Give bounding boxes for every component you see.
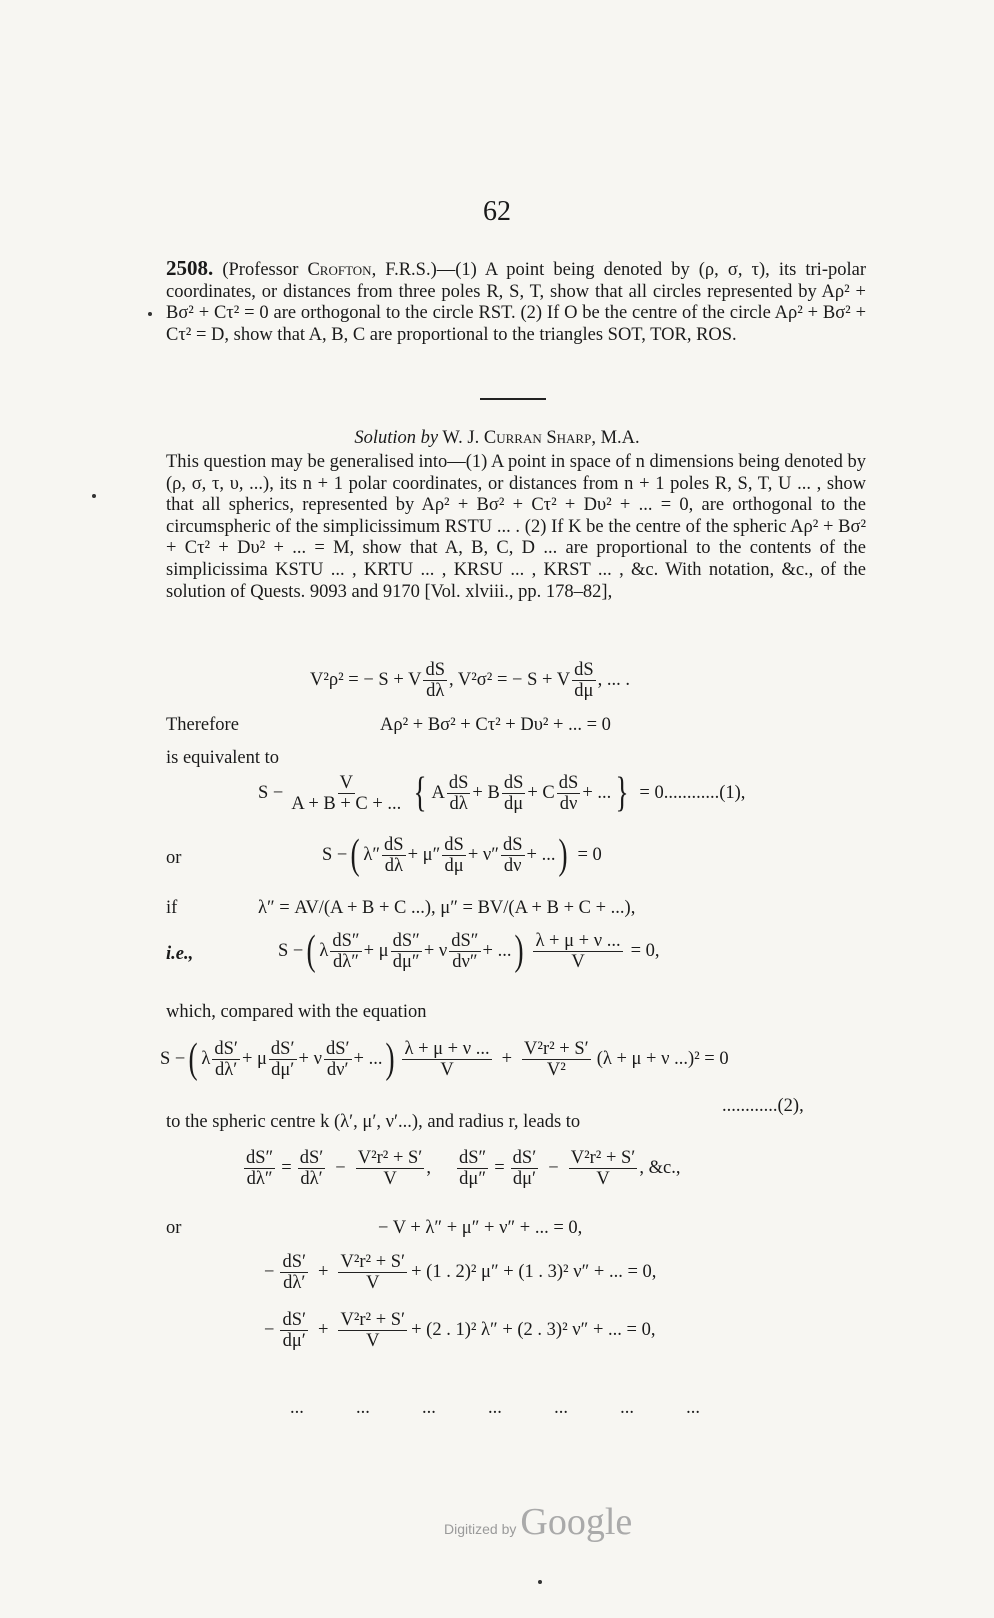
right-paren: )	[558, 832, 569, 878]
solution-author: Curran Sharp	[483, 428, 592, 448]
google-logo: Google	[520, 1501, 633, 1543]
eq4-d-n: dS″	[458, 1148, 487, 1168]
eq3-g	[522, 1039, 591, 1080]
solution-lead: Solution by	[354, 428, 439, 448]
equation-2	[160, 1038, 729, 1080]
eq6-b-n: V²r² + S′	[340, 1310, 406, 1330]
or1-t2d: dμ	[444, 855, 464, 876]
or1-t2	[442, 835, 466, 876]
left-paren: (	[306, 928, 316, 974]
spheric-text: to the spheric centre k (λ′, μ′, ν′...), and radius r, leads to	[166, 1112, 581, 1132]
eq1-frac-b	[572, 660, 596, 701]
if-equation: λ″ = AV/(A + B + C ...), μ″ = BV/(A + B + C + ...),	[258, 898, 636, 918]
eq6-plus: +	[318, 1320, 329, 1340]
eq4-e-d: dμ′	[512, 1169, 537, 1189]
eq5-neg: −	[264, 1262, 275, 1282]
therefore-label: Therefore	[166, 715, 239, 735]
ie-m: + μ	[363, 940, 389, 961]
eq1-left: V²ρ² = − S + V	[310, 670, 422, 690]
eq2-t3	[557, 773, 581, 814]
page-number: 62	[483, 196, 511, 227]
equation-row-2	[264, 1310, 655, 1351]
equation-1	[258, 772, 745, 814]
eq3-end: + ...	[353, 1048, 383, 1069]
eq2-v-frac	[289, 773, 403, 814]
solution-initials: W. J.	[442, 428, 480, 448]
or1-t3d: dν	[503, 855, 522, 876]
eq6-b-d: V	[366, 1331, 380, 1351]
right-brace: }	[615, 770, 629, 816]
eq3-t3d: dν′	[326, 1059, 349, 1080]
dot-group: ...	[686, 1398, 700, 1418]
eq3-plus: +	[501, 1048, 513, 1069]
therefore-equation: Aρ² + Bσ² + Cτ² + Dυ² + ... = 0	[380, 715, 611, 735]
ie-t1n: dS″	[332, 930, 360, 951]
eq4-a	[244, 1148, 275, 1189]
section-divider	[480, 398, 546, 400]
ie-l: λ	[319, 940, 329, 961]
ie-frac	[533, 931, 622, 972]
ie-n: + ν	[423, 940, 448, 961]
eq4-eq2: =	[494, 1158, 505, 1178]
eq3-fd: V	[440, 1059, 454, 1080]
generalisation-paragraph	[166, 452, 866, 603]
eq2-t2d: dμ	[504, 793, 524, 814]
eq4-a-n: dS″	[246, 1148, 274, 1168]
eq4-sep: ,	[426, 1158, 431, 1178]
eq5-b-d: V	[366, 1273, 380, 1293]
or1-t1d: dλ	[384, 855, 403, 876]
eq4-c-d: V	[383, 1169, 397, 1189]
eq3-t1d: dλ′	[215, 1059, 238, 1080]
eq1-b-den: dμ	[574, 681, 594, 701]
ie-fn: λ + μ + ν ...	[535, 930, 621, 951]
eq4-f-n: V²r² + S′	[570, 1148, 636, 1168]
or1-m: + μ″	[407, 844, 441, 865]
eq3-fn: λ + μ + ν ...	[404, 1038, 490, 1059]
solution-heading	[0, 428, 994, 449]
eq5-a-n: dS′	[282, 1252, 307, 1272]
scan-speck	[148, 312, 152, 316]
eq3-n: + ν	[298, 1048, 322, 1069]
if-label: if	[166, 898, 178, 918]
right-paren: )	[385, 1036, 396, 1082]
or1-t2n: dS	[444, 834, 464, 855]
eq2-a: A	[431, 782, 445, 803]
eq5-b-n: V²r² + S′	[340, 1252, 406, 1272]
scan-speck	[538, 1580, 542, 1584]
eq4-c	[356, 1148, 425, 1189]
eq4-f	[569, 1148, 638, 1189]
eq3-t1n: dS′	[214, 1038, 238, 1059]
continuation-dots	[290, 1398, 700, 1419]
eq2-rhs: = 0............(1),	[639, 782, 746, 803]
eq3-t1	[212, 1039, 240, 1080]
eq4-minus1: −	[335, 1158, 346, 1178]
or1-t3	[501, 835, 525, 876]
or1-end: + ...	[526, 844, 556, 865]
paragraph-text: This question may be generalised into—(1) A point in space of n dimensions being denoted by (ρ, σ, τ, υ, ...), its n + 1 polar coordinates, or distances from n + 1 poles R, S, T, U ... , show that all spherics, represented by Aρ² + Bσ² + Cτ² + Dυ² + ... = 0, are orthogonal to the circumspheric of the simplicissimum RSTU ... . (2) If K be the centre of the spheric Aρ² + Bσ² + Cτ² + Dυ² + ... = M, show that A, B, C, D ... are proportional to the contents of the simplicissima KSTU ... , KRTU ... , KRSU ... , KRST ... , &c. With notation, &c., of the solution of Quests. 9093 and 9170 [Vol. xlviii., pp. 178–82],	[166, 452, 866, 602]
ie-t2d: dμ″	[392, 951, 420, 972]
eq5-plus: +	[318, 1262, 329, 1282]
eq3-t2n: dS′	[270, 1038, 295, 1059]
author-name: Crofton	[307, 260, 372, 280]
left-brace: {	[413, 770, 427, 816]
eq4-e-n: dS′	[512, 1148, 537, 1168]
dot-group: ...	[422, 1398, 436, 1418]
eq5-tail: + (1 . 2)² μ″ + (1 . 3)² ν″ + ... = 0,	[411, 1262, 657, 1282]
ie-t2n: dS″	[392, 930, 420, 951]
eq2-t1n: dS	[448, 772, 469, 793]
eq3-t3	[324, 1039, 352, 1080]
dot-group: ...	[290, 1398, 304, 1418]
or1-s: S −	[322, 844, 348, 865]
ie-t3n: dS″	[451, 930, 479, 951]
eq5-b	[338, 1252, 407, 1293]
ie-t1d: dλ″	[333, 951, 359, 972]
eq2-s: S −	[258, 782, 284, 803]
eq1-tail: , ... .	[597, 670, 630, 690]
digitized-text: Digitized by	[444, 1521, 517, 1537]
eq1-mid: , V²σ² = − S + V	[448, 670, 571, 690]
eq2-t1	[447, 773, 471, 814]
equation-ie	[278, 930, 660, 972]
or-label-2: or	[166, 1218, 182, 1238]
eq4-b	[298, 1148, 326, 1189]
eq2-t3d: dν	[559, 793, 578, 814]
ie-s: S −	[278, 940, 304, 961]
eq4-f-d: V	[596, 1169, 610, 1189]
eq2-t3n: dS	[558, 772, 579, 793]
eq2-t2n: dS	[503, 772, 524, 793]
scan-speck	[92, 494, 96, 498]
ie-t2	[391, 931, 422, 972]
eq4-a-d: dλ″	[246, 1169, 273, 1189]
or1-l: λ″	[363, 844, 381, 865]
equation-row-1	[264, 1252, 656, 1293]
or1-t1n: dS	[384, 834, 404, 855]
or1-n: + ν″	[467, 844, 499, 865]
eq3-gn: V²r² + S′	[524, 1038, 589, 1059]
equation-ds-relations	[242, 1148, 680, 1189]
eq4-e	[511, 1148, 539, 1189]
eq2-v-den: A + B + C + ...	[291, 793, 402, 814]
eq1-frac-a	[423, 660, 447, 701]
ie-rhs: = 0,	[630, 940, 660, 961]
question-body: (1) A point being denoted by (ρ, σ, τ), its tri-polar coordinates, or distances from three poles R, S, T, show that all circles represented by Aρ² + Bσ² + Cτ² = 0 are orthogonal to the circle RST. (2) If O be the centre of the circle Aρ² + Bσ² + Cτ² = D, show that A, B, C are proportional to the triangles SOT, TOR, ROS.	[166, 260, 866, 345]
eq6-a-d: dμ′	[282, 1331, 306, 1351]
compared-text: which, compared with the equation	[166, 1002, 427, 1022]
eq4-minus2: −	[548, 1158, 559, 1178]
eq3-gd: V²	[546, 1059, 566, 1080]
right-paren: )	[514, 928, 525, 974]
ie-t1	[330, 931, 361, 972]
author-suffix: , F.R.S.)—	[371, 260, 456, 280]
eq3-m: + μ	[241, 1048, 267, 1069]
eq4-d	[457, 1148, 488, 1189]
eq4-eq1: =	[281, 1158, 292, 1178]
dot-group: ...	[620, 1398, 634, 1418]
eq6-a	[280, 1310, 308, 1351]
eq6-tail: + (2 . 1)² λ″ + (2 . 3)² ν″ + ... = 0,	[411, 1320, 656, 1340]
eq3-s: S −	[160, 1048, 186, 1069]
eq6-a-n: dS′	[282, 1310, 307, 1330]
ie-t3	[449, 931, 480, 972]
eq4-d-d: dμ″	[459, 1169, 487, 1189]
or1-t1	[382, 835, 406, 876]
eq3-l: λ	[201, 1048, 211, 1069]
eq4-b-d: dλ′	[300, 1169, 323, 1189]
eq3-rhs: (λ + μ + ν ...)² = 0	[596, 1048, 729, 1069]
eq2-end: + ...	[582, 782, 612, 803]
eq2-c: + C	[527, 782, 555, 803]
eq1-a-num: dS	[425, 660, 445, 680]
eq6-neg: −	[264, 1320, 275, 1340]
dot-group: ...	[356, 1398, 370, 1418]
equivalent-text: is equivalent to	[166, 748, 280, 768]
eq6-b	[338, 1310, 407, 1351]
left-paren: (	[350, 832, 360, 878]
or-equation-2: − V + λ″ + μ″ + ν″ + ... = 0,	[378, 1218, 583, 1238]
equation-or-1	[322, 834, 602, 876]
author-prefix: (Professor	[222, 260, 299, 280]
digitized-watermark	[444, 1500, 632, 1544]
eq2-b: + B	[472, 782, 500, 803]
question-2508	[166, 258, 866, 346]
ie-fd: V	[571, 951, 585, 972]
solution-suffix: , M.A.	[591, 428, 640, 448]
or-label-1: or	[166, 848, 182, 868]
ie-t3d: dν″	[452, 951, 478, 972]
or1-rhs: = 0	[577, 844, 602, 865]
eq4-c-n: V²r² + S′	[357, 1148, 423, 1168]
eq4-tail: , &c.,	[639, 1158, 681, 1178]
eq3-t2d: dμ′	[271, 1059, 295, 1080]
or1-t3n: dS	[502, 834, 523, 855]
equation-2-tag: ............(2),	[722, 1096, 804, 1116]
ie-label: i.e.,	[166, 944, 194, 964]
ie-end: + ...	[482, 940, 512, 961]
eq2-v-num: V	[339, 772, 354, 793]
eq3-f	[402, 1039, 491, 1080]
equation-v-rho	[310, 660, 630, 701]
eq3-t3n: dS′	[325, 1038, 350, 1059]
eq2-t1d: dλ	[449, 793, 468, 814]
eq4-b-n: dS′	[299, 1148, 324, 1168]
left-paren: (	[188, 1036, 198, 1082]
eq1-a-den: dλ	[426, 681, 445, 701]
eq5-a-d: dλ′	[283, 1273, 306, 1293]
eq5-a	[280, 1252, 308, 1293]
question-number: 2508.	[166, 256, 214, 280]
eq1-b-num: dS	[574, 660, 594, 680]
dot-group: ...	[554, 1398, 568, 1418]
eq3-t2	[269, 1039, 297, 1080]
dot-group: ...	[488, 1398, 502, 1418]
eq2-t2	[502, 773, 526, 814]
